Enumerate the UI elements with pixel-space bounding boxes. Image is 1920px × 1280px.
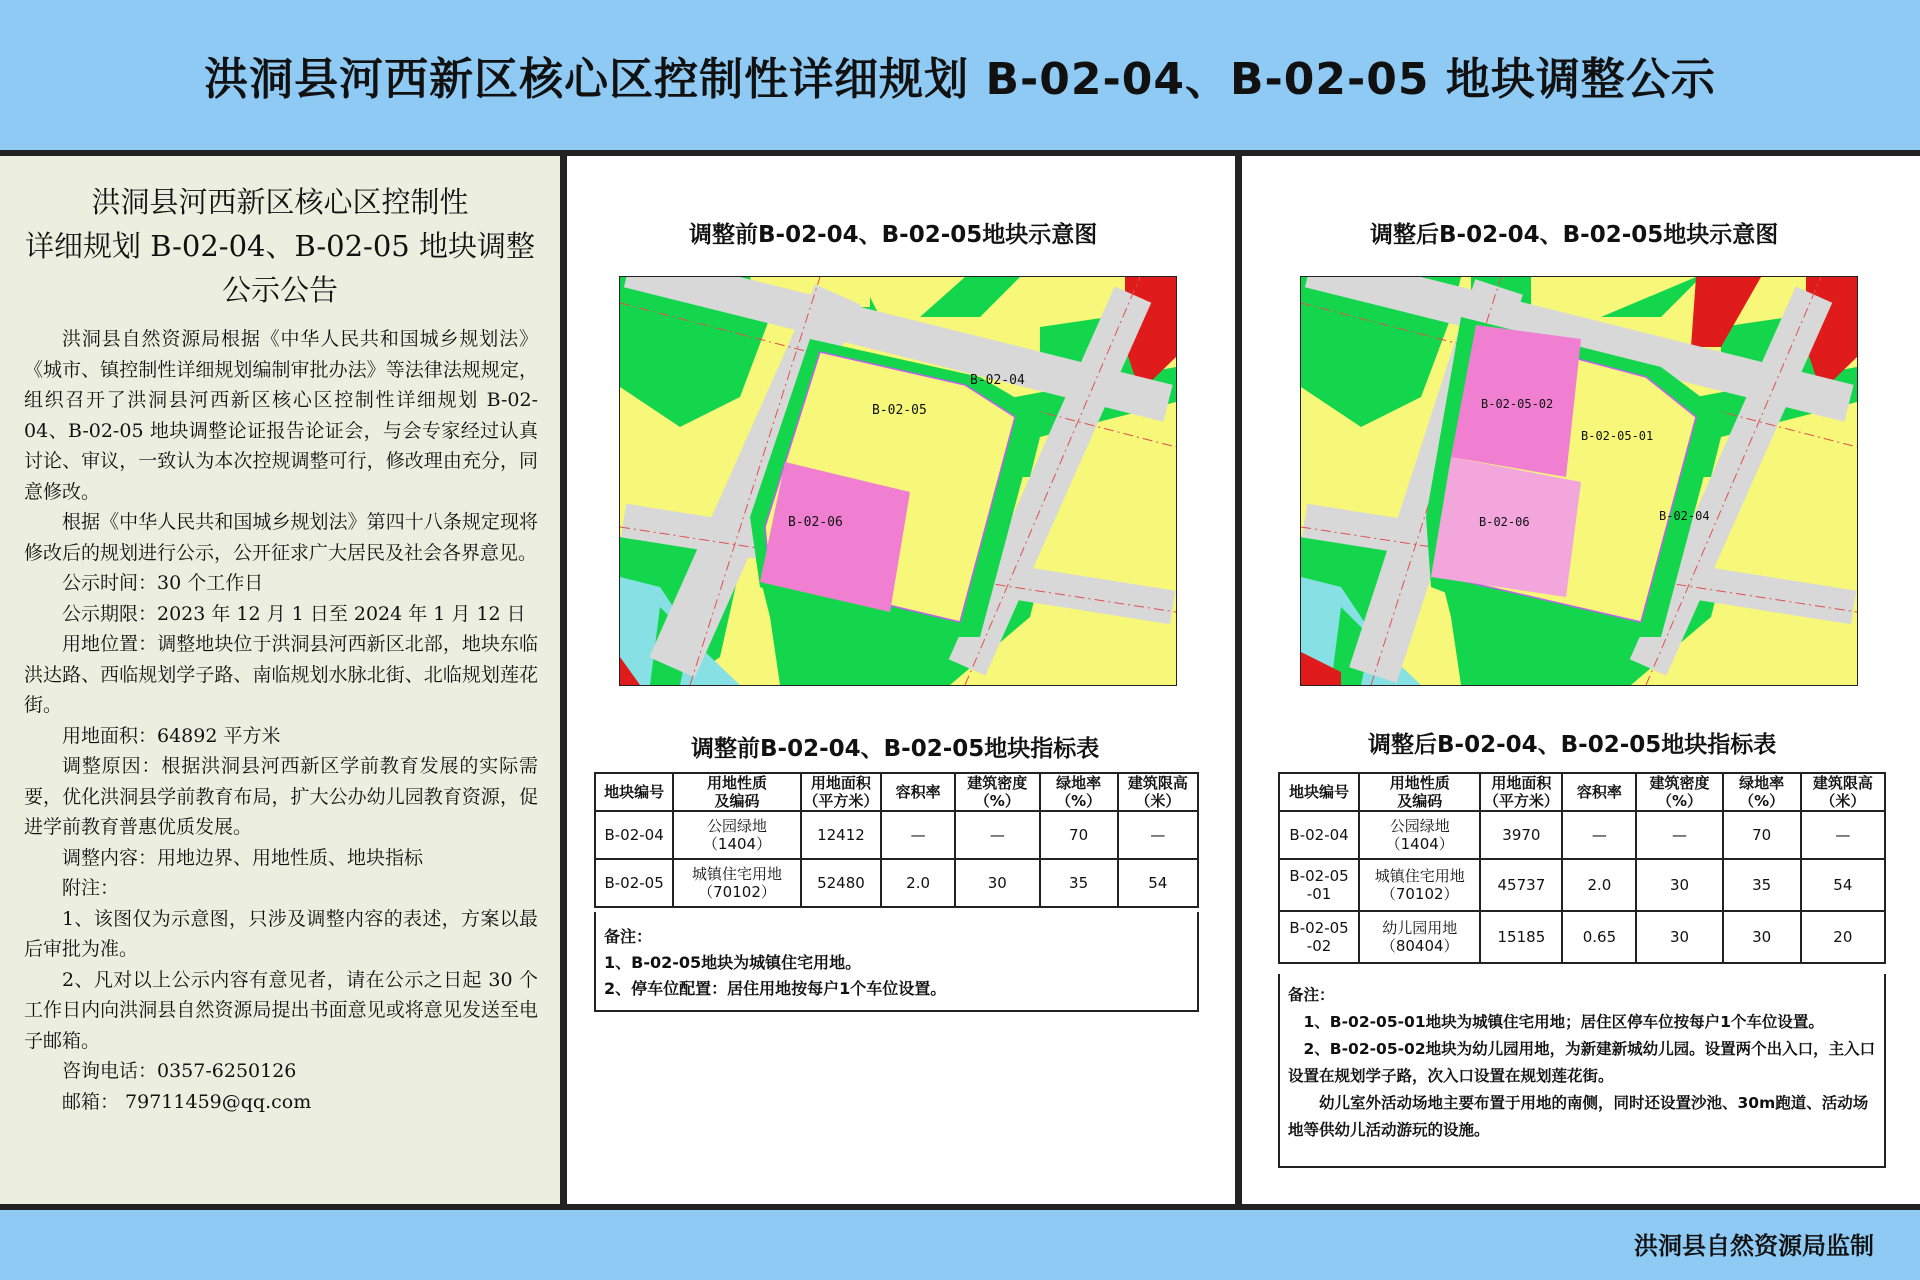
issuer-signature: 洪洞县自然资源局监制 <box>1634 1232 1874 1260</box>
notice-title <box>0 180 560 312</box>
table-cell: 12412 <box>801 811 881 859</box>
after-map <box>1300 276 1858 686</box>
table-cell: 30 <box>955 859 1039 907</box>
note-line: 1、B-02-05-01地块为城镇住宅用地；居住区停车位按每户1个车位设置。 <box>1303 1013 1824 1031</box>
col-header: 用地性质 及编码 <box>673 773 801 811</box>
table-cell: — <box>881 811 955 859</box>
label-b020501: B-02-05-01 <box>1581 429 1654 443</box>
table-cell: 70 <box>1040 811 1118 859</box>
col-header: 建筑限高 （米） <box>1801 773 1885 811</box>
col-header: 用地面积 （平方米） <box>801 773 881 811</box>
table-cell: B-02-04 <box>1279 811 1359 859</box>
table-cell: 20 <box>1801 911 1885 963</box>
table-cell: 35 <box>1040 859 1118 907</box>
after-map-title: 调整后B-02-04、B-02-05地块示意图 <box>1370 222 1779 248</box>
before-map <box>619 276 1177 686</box>
before-table-title: 调整前B-02-04、B-02-05地块指标表 <box>691 736 1100 762</box>
notice-phone: 咨询电话：0357-6250126 <box>62 1060 297 1082</box>
col-header: 地块编号 <box>1279 773 1359 811</box>
after-index-table <box>1278 772 1886 964</box>
table-cell: — <box>1801 811 1885 859</box>
table-row <box>1279 859 1885 911</box>
table-row <box>1279 811 1885 859</box>
page-title: 洪洞县河西新区核心区控制性详细规划 B-02-04、B-02-05 地块调整公示 <box>204 54 1716 105</box>
notice-content: 调整内容：用地边界、用地性质、地块指标 <box>62 846 424 869</box>
note-line: 2、B-02-05-02地块为幼儿园用地，为新建新城幼儿园。设置两个出入口，主入口设置在规划学子路，次入口设置在规划莲花街。 <box>1288 1040 1876 1085</box>
col-header: 建筑密度 （%） <box>955 773 1039 811</box>
table-cell: 城镇住宅用地 （70102） <box>673 859 801 907</box>
table-cell: — <box>955 811 1039 859</box>
label-b020502: B-02-05-02 <box>1481 397 1554 411</box>
notice-paragraph: 根据《中华人民共和国城乡规划法》第四十八条规定现将修改后的规划进行公示，公开征求广大居民及社会各界意见。 <box>24 511 538 564</box>
notice-appendix: 附注： <box>62 877 120 899</box>
label-b0204: B-02-04 <box>1659 509 1710 523</box>
table-cell: 30 <box>1636 911 1722 963</box>
table-row <box>1279 911 1885 963</box>
note-line: 幼儿室外活动场地主要布置于用地的南侧，同时还设置沙池、30m跑道、活动场地等供幼儿活动游玩的设施。 <box>1288 1094 1869 1139</box>
col-header: 用地面积 （平方米） <box>1480 773 1562 811</box>
before-map-title: 调整前B-02-04、B-02-05地块示意图 <box>689 222 1098 248</box>
table-cell: 公园绿地 （1404） <box>673 811 801 859</box>
notice-email[interactable]: 邮箱： 79711459@qq.com <box>62 1090 312 1113</box>
before-panel <box>567 156 1235 1204</box>
notice-paragraph: 洪洞县自然资源局根据《中华人民共和国城乡规划法》《城市、镇控制性详细规划编制审批办法》等法律法规规定，组织召开了洪洞县河西新区核心区控制性详细规划 B-02-04、B-02-05 地块调整论证报告论证会，与会专家经过认真讨论、审议，一致认为本次控规调整可行，修改理由充分，同意修改。 <box>24 328 538 503</box>
col-header: 绿地率 （%） <box>1040 773 1118 811</box>
after-table-title: 调整后B-02-04、B-02-05地块指标表 <box>1368 732 1777 758</box>
col-header: 用地性质 及编码 <box>1359 773 1480 811</box>
notice-panel <box>0 156 560 1204</box>
col-header: 建筑密度 （%） <box>1636 773 1722 811</box>
after-map-drawing <box>1301 277 1857 685</box>
col-header: 容积率 <box>1562 773 1636 811</box>
notice-title-line: 公示公告 <box>221 273 338 307</box>
notice-body <box>0 324 560 1117</box>
before-notes <box>594 912 1199 1012</box>
col-header: 建筑限高 （米） <box>1118 773 1198 811</box>
notice-location: 用地位置：调整地块位于洪洞县河西新区北部，地块东临洪达路、西临规划学子路、南临规划水脉北街、北临规划莲花街。 <box>24 633 538 716</box>
notice-area: 用地面积：64892 平方米 <box>62 724 281 747</box>
note-line: 1、B-02-05地块为城镇住宅用地。 <box>604 953 862 972</box>
table-cell: 30 <box>1636 859 1722 911</box>
table-cell: 2.0 <box>881 859 955 907</box>
table-cell: B-02-04 <box>595 811 673 859</box>
table-cell: — <box>1562 811 1636 859</box>
column-divider <box>560 156 567 1204</box>
table-cell: B-02-05 -01 <box>1279 859 1359 911</box>
col-header: 绿地率 （%） <box>1723 773 1801 811</box>
notice-note-2: 2、凡对以上公示内容有意见者，请在公示之日起 30 个工作日内向洪洞县自然资源局提出书面意见或将意见发送至电子邮箱。 <box>24 968 538 1052</box>
table-cell: B-02-05 -02 <box>1279 911 1359 963</box>
col-header: 地块编号 <box>595 773 673 811</box>
table-cell: 2.0 <box>1562 859 1636 911</box>
column-divider <box>1235 156 1242 1204</box>
notice-dates: 公示期限：2023 年 12 月 1 日至 2024 年 1 月 12 日 <box>62 602 526 625</box>
table-cell: 0.65 <box>1562 911 1636 963</box>
table-cell: 54 <box>1801 859 1885 911</box>
note-line: 2、停车位配置：居住用地按每户1个车位设置。 <box>604 979 947 998</box>
col-header: 容积率 <box>881 773 955 811</box>
table-cell: 城镇住宅用地 （70102） <box>1359 859 1480 911</box>
after-panel <box>1242 156 1920 1204</box>
notice-note-1: 1、该图仅为示意图，只涉及调整内容的表述，方案以最后审批为准。 <box>24 907 538 960</box>
table-cell: 70 <box>1723 811 1801 859</box>
note-line: 备注： <box>604 927 653 946</box>
notice-reason: 调整原因：根据洪洞县河西新区学前教育发展的实际需要，优化洪洞县学前教育布局，扩大公办幼儿园教育资源，促进学前教育普惠优质发展。 <box>24 755 538 838</box>
table-cell: 35 <box>1723 859 1801 911</box>
table-cell: 3970 <box>1480 811 1562 859</box>
after-notes <box>1278 974 1886 1168</box>
notice-title-line: 详细规划 B-02-04、B-02-05 地块调整 <box>25 229 535 263</box>
label-b0204: B-02-04 <box>970 373 1025 388</box>
label-b0206: B-02-06 <box>1479 515 1530 529</box>
before-index-table <box>594 772 1199 908</box>
page-footer <box>0 1210 1920 1280</box>
table-cell: 45737 <box>1480 859 1562 911</box>
table-cell: — <box>1636 811 1722 859</box>
table-row <box>595 811 1198 859</box>
table-cell: B-02-05 <box>595 859 673 907</box>
table-cell: 54 <box>1118 859 1198 907</box>
page-header <box>0 0 1920 150</box>
label-b0206: B-02-06 <box>788 515 843 530</box>
note-line: 备注： <box>1288 986 1335 1004</box>
table-cell: 公园绿地 （1404） <box>1359 811 1480 859</box>
table-cell: — <box>1118 811 1198 859</box>
table-cell: 幼儿园用地 （80404） <box>1359 911 1480 963</box>
notice-title-line: 洪洞县河西新区核心区控制性 <box>91 185 469 219</box>
table-row <box>595 859 1198 907</box>
before-map-drawing <box>620 277 1176 685</box>
table-cell: 15185 <box>1480 911 1562 963</box>
notice-period: 公示时间：30 个工作日 <box>62 572 264 594</box>
label-b0205: B-02-05 <box>872 403 927 418</box>
table-cell: 30 <box>1723 911 1801 963</box>
table-cell: 52480 <box>801 859 881 907</box>
